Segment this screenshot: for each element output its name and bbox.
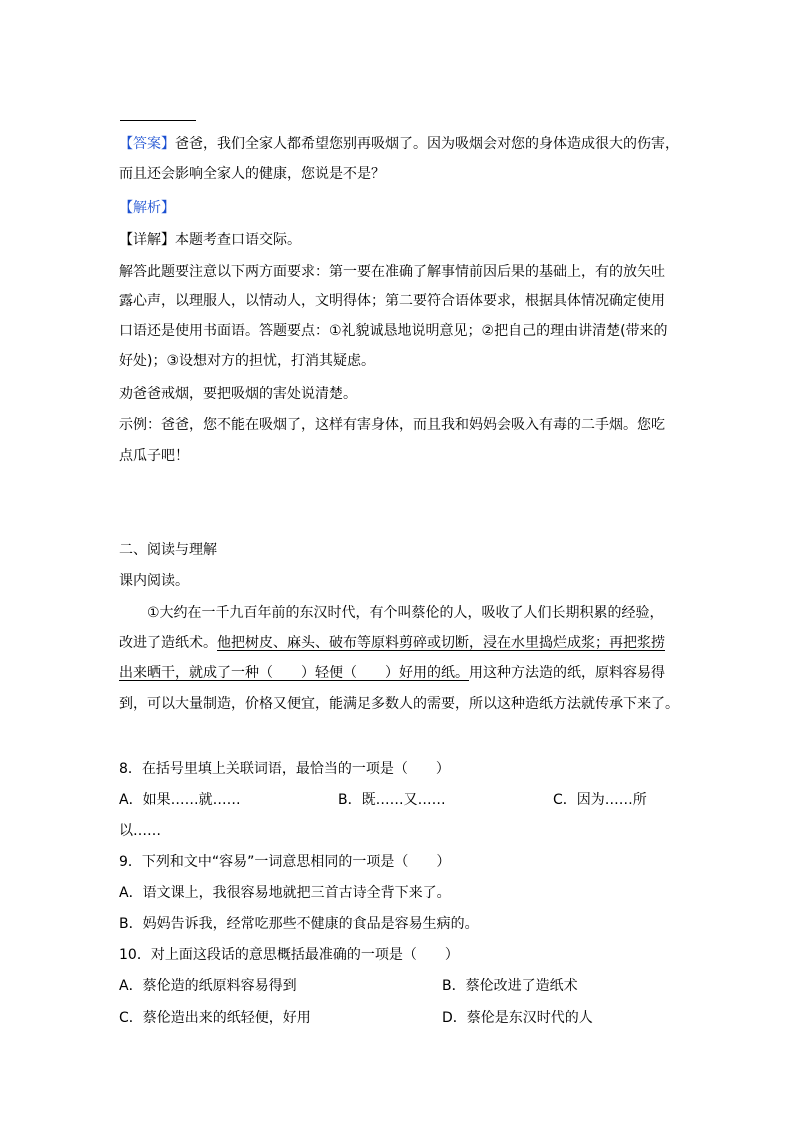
question-8-option-c-continued: 以…… [119,823,161,839]
explanation-line-5: 劝爸爸戒烟，要把吸烟的害处说清楚。 [119,386,357,402]
question-9-option-a[interactable]: A．语文课上，我很容易地就把三首古诗全背下来了。 [119,885,451,901]
passage-underlined-sentence-2: 出来晒干，就成了一种（ ）轻便（ ）好用的纸。 [119,665,469,681]
question-10-options-row-1 [119,977,679,995]
question-10-stem: 10．对上面这段话的意思概括最准确的一项是（ ） [119,947,459,963]
question-10-option-d[interactable]: D．蔡伦是东汉时代的人 [442,1010,593,1026]
question-9-stem: 9．下列和文中“容易”一词意思相同的一项是（ ） [119,854,451,870]
passage-line-1: ①大约在一千九百年前的东汉时代，有个叫蔡伦的人，吸收了人们长期积累的经验， [147,605,664,621]
footnote-rule [120,120,196,121]
explanation-line-7: 点瓜子吧！ [119,448,189,464]
passage-line-3 [119,664,665,682]
question-10-option-a[interactable]: A．蔡伦造的纸原料容易得到 [119,978,297,994]
analysis-tag: 【解析】 [119,200,175,216]
answer-text-1: 爸爸，我们全家人都希望您别再吸烟了。因为吸烟会对您的身体造成很大的伤害， [175,136,679,152]
passage-underlined-sentence-1: 他把树皮、麻头、破布等原料剪碎或切断，浸在水里捣烂成浆；再把浆捞 [217,635,665,651]
explanation-line-3: 口语还是使用书面语。答题要点：①礼貌诚恳地说明意见；②把自己的理由讲清楚(带来的 [119,323,668,339]
passage-line-2-plain: 改进了造纸术。 [119,635,217,651]
question-10-option-c[interactable]: C．蔡伦造出来的纸轻便，好用 [119,1010,311,1026]
detail-text: 本题考查口语交际。 [175,232,301,248]
passage-line-4: 到，可以大量制造，价格又便宜，能满足多数人的需要，所以这种造纸方法就传承下来了。 [119,696,679,712]
section-subtitle: 课内阅读。 [119,573,189,589]
explanation-line-4: 好处)；③设想对方的担忧，打消其疑虑。 [119,353,376,369]
explanation-line-6: 示例：爸爸，您不能在吸烟了，这样有害身体，而且我和妈妈会吸入有毒的二手烟。您吃 [119,417,665,433]
answer-line-1 [119,135,679,153]
passage-line-2 [119,634,665,652]
question-8-options [119,791,679,809]
question-8-stem: 8．在括号里填上关联词语，最恰当的一项是（ ） [119,761,450,777]
answer-tag: 【答案】 [119,136,175,152]
section-title: 二、阅读与理解 [119,542,217,558]
question-8-option-a[interactable]: A．如果……就…… [119,792,241,808]
question-10-options-row-2 [119,1009,679,1027]
question-9-option-b[interactable]: B．妈妈告诉我，经常吃那些不健康的食品是容易生病的。 [119,916,479,932]
question-10-option-b[interactable]: B．蔡伦改进了造纸术 [442,978,578,994]
explanation-line-1: 解答此题要注意以下两方面要求：第一要在准确了解事情前因后果的基础上，有的放矢吐 [119,264,665,280]
detail-line [119,231,301,249]
detail-tag: 【详解】 [119,232,175,248]
passage-line-3-plain: 用这种方法造的纸，原料容易得 [469,665,665,681]
answer-line-2: 而且还会影响全家人的健康，您说是不是？ [119,166,385,182]
explanation-line-2: 露心声，以理服人，以情动人，文明得体；第二要符合语体要求，根据具体情况确定使用 [119,293,665,309]
question-8-option-c[interactable]: C．因为……所 [553,792,647,808]
question-8-option-b[interactable]: B．既……又…… [338,792,446,808]
